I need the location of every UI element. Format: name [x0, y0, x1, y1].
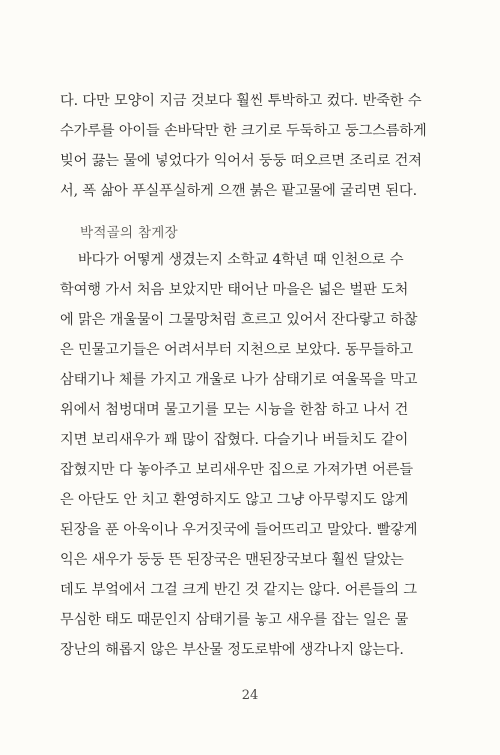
page-number: 24: [241, 688, 259, 703]
text-line: 잡혔지만 다 놓아주고 보리새우만 집으로 가져가면 어른들: [60, 462, 413, 478]
text-line: 은 민물고기들은 어려서부터 지천으로 보았다. 동무들하고: [60, 342, 413, 358]
text-line: 은 아단도 안 치고 환영하지도 않고 그냥 아무렇지도 않게: [60, 492, 409, 508]
text-line: 서, 폭 삶아 푸실푸실하게 으깬 붉은 팥고물에 굴리면 된다.: [60, 183, 418, 199]
text-line: 삼태기나 체를 가지고 개울로 나가 삼태기로 여울목을 막고: [60, 372, 418, 388]
text-line: 빚어 끓는 물에 넣었다가 익어서 둥둥 떠오르면 조리로 건져: [60, 153, 422, 169]
section-heading: 박적골의 참게장: [80, 225, 178, 241]
text-line: 장난의 해롭지 않은 부산물 정도로밖에 생각나지 않는다.: [60, 642, 404, 658]
text-line: 학여행 가서 처음 보았지만 태어난 마을은 넓은 벌판 도처: [60, 282, 409, 298]
text-line: 다. 다만 모양이 지금 것보다 훨씬 투박하고 컸다. 반죽한 수: [60, 93, 422, 109]
text-line: 지면 보리새우가 꽤 많이 잡혔다. 다슬기나 버들치도 같이: [60, 432, 409, 448]
text-line: 된장을 푼 아욱이나 우거짓국에 들어뜨리고 말았다. 빨갛게: [60, 522, 418, 538]
text-line: 에 맑은 개울물이 그물망처럼 흐르고 있어서 잔다랗고 하찮: [60, 312, 418, 328]
section-paragraph: [60, 245, 450, 665]
text-line: 수가루를 아이들 손바닥만 한 크기로 두둑하고 둥그스름하게: [60, 123, 427, 139]
text-line: 익은 새우가 둥둥 뜬 된장국은 맨된장국보다 훨씬 달았는: [60, 552, 404, 568]
text-line: 데도 부엌에서 그걸 크게 반긴 것 같지는 않다. 어른들의 그: [60, 582, 418, 598]
text-line: 위에서 첨벙대며 물고기를 모는 시늉을 한참 하고 나서 건: [60, 402, 409, 418]
text-line: 바다가 어떻게 생겼는지 소학교 4학년 때 인천으로 수: [78, 252, 404, 268]
text-line: 무심한 태도 때문인지 삼태기를 놓고 새우를 잡는 일은 물: [60, 612, 409, 628]
paragraph-continuation: [60, 86, 450, 206]
